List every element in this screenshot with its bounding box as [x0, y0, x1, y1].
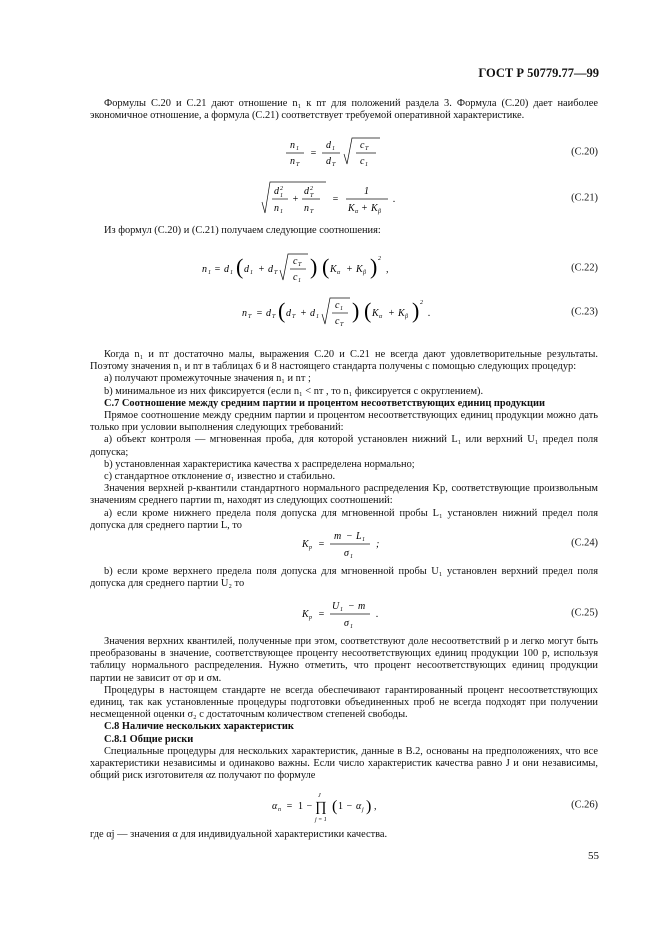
svg-text:p: p — [309, 615, 312, 621]
svg-text:.: . — [393, 194, 396, 205]
svg-text:σ: σ — [344, 548, 349, 559]
svg-text:β: β — [378, 209, 381, 215]
list-item: а) объект контроля — мгновенная проба, для которой установлен нижний L₁ или верхний U₁ предел поля допуска; — [90, 434, 598, 458]
svg-text:): ) — [366, 798, 372, 815]
svg-text:K: K — [330, 264, 337, 275]
svg-text:T: T — [340, 322, 344, 328]
paragraph-1: Формулы С.20 и С.21 дают отношение n₁ к nт для положений раздела 3. Формула (С.20) дает наиболее экономичное отношение, а формула (С.21) соответствует требуемой оперативной характеристике. — [90, 98, 598, 122]
svg-text:1: 1 — [298, 801, 303, 812]
paragraph-6: Значения верхних квантилей, полученные при этом, соответствуют доле несоответствий p и легко могут быть преобразованы в значение, соответствующее проценту несоответствующих единиц продукции 100 p, используя таблицу нормального распределения. Нужно отметить, что процент несоответствующих единиц продукции партии не зависит от σp и σм. — [90, 636, 598, 684]
svg-text:n: n — [304, 203, 309, 214]
svg-text:α: α — [272, 801, 278, 812]
list-item: с) стандартное отклонение σ₁ известно и стабильно. — [104, 471, 336, 483]
equation-c24 — [90, 525, 598, 561]
svg-text:d: d — [268, 264, 273, 275]
paragraph-8: Специальные процедуры для нескольких характеристик, данные в В.2, основаны на предположениях, что все характеристики независимы и одинаково важны. Если число характеристик качества равно J и они независимы, общий риск изготовителя αz получают по формуле — [90, 745, 598, 782]
list-item: b) установленная характеристика качества x распределена нормально; — [104, 458, 415, 470]
section-heading-c7: С.7 Соотношение между средним партии и процентом несоответствующих единиц продукции — [104, 397, 545, 409]
svg-text:K: K — [302, 609, 309, 620]
svg-text:+: + — [300, 308, 307, 319]
svg-text:K: K — [371, 203, 378, 214]
svg-text:K: K — [372, 308, 379, 319]
svg-text:): ) — [310, 254, 318, 279]
formula-c25 — [300, 595, 500, 631]
svg-text:): ) — [412, 298, 420, 323]
svg-text:c: c — [335, 316, 340, 327]
svg-text:σ: σ — [344, 618, 349, 629]
svg-text:β: β — [363, 270, 366, 276]
svg-text:α: α — [379, 314, 383, 320]
svg-text:∏: ∏ — [315, 800, 327, 815]
svg-text:c: c — [360, 156, 365, 167]
section-heading-c81: С.8.1 Общие риски — [104, 733, 194, 745]
equation-c25 — [90, 595, 598, 631]
svg-text:K: K — [302, 539, 309, 550]
svg-text:−: − — [306, 801, 313, 812]
paragraph-2: Из формул (С.20) и (С.21) получаем следующие соотношения: — [104, 225, 381, 236]
svg-text:n: n — [290, 156, 295, 167]
svg-text:;: ; — [376, 539, 380, 550]
svg-text:=: = — [318, 609, 325, 620]
svg-text:n: n — [242, 308, 247, 319]
svg-text:m: m — [334, 531, 342, 542]
svg-text:c: c — [335, 300, 340, 311]
svg-text:+: + — [361, 203, 368, 214]
svg-text:(: ( — [332, 798, 338, 815]
standard-header: ГОСТ Р 50779.77—99 — [478, 66, 599, 80]
formula-c20 — [280, 134, 540, 170]
section-heading-c8: С.8 Наличие нескольких характеристик — [104, 721, 294, 733]
equation-c23 — [90, 294, 598, 330]
svg-text:1: 1 — [316, 314, 319, 320]
svg-text:β: β — [405, 314, 408, 320]
list-item: b) минимальное из них фиксируется (если n₁ < nт , то n₁ фиксируется с округлением). — [104, 385, 484, 397]
svg-text:,: , — [374, 801, 377, 812]
svg-text:=: = — [256, 308, 263, 319]
svg-text:=: = — [318, 539, 325, 550]
equation-c21 — [90, 180, 598, 216]
equation-c22 — [90, 250, 598, 286]
svg-text:.: . — [376, 609, 379, 620]
svg-text:d: d — [244, 264, 249, 275]
equation-number: (С.22) — [571, 262, 598, 274]
svg-text:=: = — [332, 194, 339, 205]
svg-text:T: T — [332, 162, 336, 168]
svg-text:): ) — [370, 254, 378, 279]
svg-text:1: 1 — [332, 146, 335, 152]
svg-text:−: − — [346, 801, 353, 812]
equation-number: (С.21) — [571, 192, 598, 204]
svg-text:d: d — [224, 264, 229, 275]
svg-text:d: d — [310, 308, 315, 319]
svg-text:d: d — [326, 156, 331, 167]
svg-text:=: = — [310, 148, 317, 159]
svg-text:c: c — [293, 256, 298, 267]
svg-text:T: T — [292, 314, 296, 320]
equation-c20 — [90, 134, 598, 170]
paragraph-4: Прямое соотношение между средним партии и процентом несоответствующих единиц продукции можно дать только при условии выполнения следующих требований: — [90, 410, 598, 434]
formula-c22 — [200, 250, 540, 286]
equation-number: (С.20) — [571, 146, 598, 158]
svg-text:d: d — [274, 186, 279, 197]
svg-text:): ) — [352, 298, 360, 323]
svg-text:1: 1 — [298, 278, 301, 284]
svg-text:T: T — [296, 162, 300, 168]
svg-text:−: − — [346, 531, 353, 542]
svg-text:d: d — [304, 186, 309, 197]
svg-text:1: 1 — [338, 801, 343, 812]
svg-text:α: α — [337, 270, 341, 276]
equation-number: (С.25) — [571, 607, 598, 619]
svg-text:(: ( — [278, 298, 286, 323]
paragraph-9: где αj — значения α для индивидуальной характеристики качества. — [90, 829, 388, 840]
svg-text:(: ( — [364, 298, 372, 323]
svg-text:2: 2 — [420, 300, 423, 306]
page-number: 55 — [588, 850, 599, 862]
svg-text:j: j — [362, 807, 364, 813]
svg-text:d: d — [326, 140, 331, 151]
svg-text:+: + — [388, 308, 395, 319]
equation-number: (С.26) — [571, 799, 598, 811]
formula-c23 — [240, 294, 580, 330]
svg-text:K: K — [356, 264, 363, 275]
svg-text:n: n — [202, 264, 207, 275]
svg-text:α: α — [355, 209, 359, 215]
svg-text:L: L — [356, 531, 362, 542]
svg-text:−: − — [348, 601, 355, 612]
list-item: а) получают промежуточные значения n₁ и nт ; — [104, 373, 311, 385]
svg-text:T: T — [310, 193, 314, 199]
svg-text:J: J — [318, 793, 321, 799]
equation-number: (С.24) — [571, 537, 598, 549]
svg-text:d: d — [286, 308, 291, 319]
svg-text:c: c — [293, 272, 298, 283]
svg-text:n: n — [278, 807, 281, 813]
svg-text:(: ( — [322, 254, 330, 279]
svg-text:p: p — [309, 545, 312, 551]
svg-text:(: ( — [236, 254, 244, 279]
svg-text:T: T — [272, 314, 276, 320]
svg-text:+: + — [346, 264, 353, 275]
svg-text:m: m — [358, 601, 366, 612]
svg-text:α: α — [356, 801, 362, 812]
svg-text:n: n — [274, 203, 279, 214]
equation-c26 — [90, 787, 598, 823]
formula-c21 — [260, 180, 520, 216]
list-item: а) если кроме нижнего предела поля допуска для мгновенной пробы L₁ установлен нижний предел поля допуска для среднего партии L, то — [90, 507, 598, 531]
paragraph-5: Значения верхней p-квантили стандартного нормального распределения Kp, соответствующие произвольным значениям среднего партии m, находят из следующих соотношений: — [90, 483, 598, 507]
svg-text:T: T — [298, 262, 302, 268]
svg-text:c: c — [360, 140, 365, 151]
equation-number: (С.23) — [571, 306, 598, 318]
svg-text:T: T — [274, 270, 278, 276]
svg-text:1: 1 — [365, 162, 368, 168]
svg-text:1: 1 — [350, 554, 353, 560]
svg-text:+: + — [292, 194, 299, 205]
svg-text:2: 2 — [280, 186, 283, 192]
svg-text:2: 2 — [310, 186, 313, 192]
svg-text:T: T — [310, 209, 314, 215]
svg-text:1: 1 — [280, 193, 283, 199]
formula-c24 — [300, 525, 500, 561]
svg-text:2: 2 — [378, 256, 381, 262]
paragraph-7: Процедуры в настоящем стандарте не всегда обеспечивают гарантированный процент несоответствующих единиц, так как установленные процедуры подготовки объединенных проб не всегда подходят при получении несмещенной оценки σ₂ с достаточным количеством степеней свободы. — [90, 684, 598, 721]
svg-text:1: 1 — [208, 270, 211, 276]
svg-text:+: + — [258, 264, 265, 275]
svg-text:j = 1: j = 1 — [315, 817, 327, 823]
svg-text:1: 1 — [230, 270, 233, 276]
svg-text:1: 1 — [296, 146, 299, 152]
svg-text:T: T — [365, 146, 369, 152]
svg-text:n: n — [290, 140, 295, 151]
svg-text:=: = — [286, 801, 293, 812]
svg-text:K: K — [398, 308, 405, 319]
formula-c26 — [270, 787, 490, 827]
svg-text:,: , — [386, 264, 389, 275]
svg-text:.: . — [428, 308, 431, 319]
svg-text:d: d — [266, 308, 271, 319]
svg-text:1: 1 — [364, 186, 369, 197]
paragraph-5b: b) если кроме верхнего предела поля допуска для мгновенной пробы U₁ установлен верхний предел поля допуска для среднего партии U₂ то — [90, 566, 598, 590]
svg-text:T: T — [248, 314, 252, 320]
svg-text:1: 1 — [340, 607, 343, 613]
svg-text:1: 1 — [250, 270, 253, 276]
paragraph-3: Когда n₁ и nт достаточно малы, выражения С.20 и С.21 не всегда дают удовлетворительные результаты. Поэтому значения n₁ и nт в таблицах 6 и 8 настоящего стандарта получены с помощью следующих процедур: — [90, 349, 598, 373]
svg-text:1: 1 — [340, 306, 343, 312]
svg-text:1: 1 — [362, 537, 365, 543]
svg-text:1: 1 — [280, 209, 283, 215]
svg-text:1: 1 — [350, 624, 353, 630]
section-body-1 — [90, 349, 598, 532]
svg-text:U: U — [332, 601, 340, 612]
svg-text:=: = — [214, 264, 221, 275]
svg-text:K: K — [348, 203, 355, 214]
section-body-2 — [90, 636, 598, 782]
